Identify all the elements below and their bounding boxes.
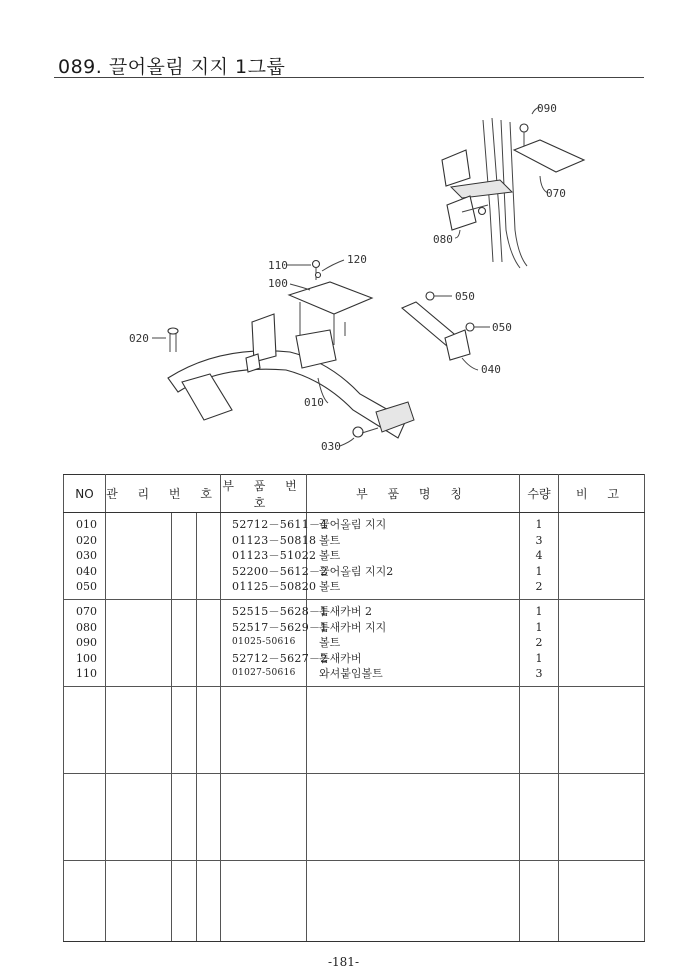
row-no: 070 bbox=[76, 605, 97, 618]
row-no: 110 bbox=[76, 667, 97, 680]
table-row-group bbox=[64, 513, 645, 600]
header-management-number: 관 리 번 호 bbox=[106, 475, 221, 513]
row-part-name: 볼트 bbox=[319, 636, 341, 649]
table-row-empty bbox=[64, 774, 645, 861]
title-divider bbox=[54, 77, 644, 78]
callout-080: 080 bbox=[433, 233, 453, 246]
header-part-name: 부 품 명 칭 bbox=[307, 475, 520, 513]
table-row-group bbox=[64, 600, 645, 687]
bolt-020-drawing bbox=[152, 328, 178, 352]
row-part-number: 52712－5611－4 bbox=[232, 518, 328, 531]
lift-support-2-drawing bbox=[402, 292, 490, 370]
table-row-empty bbox=[64, 687, 645, 774]
row-part-name: 볼트 bbox=[319, 580, 341, 593]
row-part-name: 틈새카버 2 bbox=[319, 605, 373, 618]
row-part-number: 01125－50820 bbox=[232, 580, 317, 593]
row-part-number: 52200－5612－2 bbox=[232, 564, 328, 578]
row-part-name: 끌어올림 지지 bbox=[319, 518, 387, 531]
bolt-030-drawing bbox=[340, 427, 378, 446]
row-part-number: 52517－5629－1 bbox=[232, 620, 328, 634]
callout-010: 010 bbox=[304, 396, 324, 409]
table-row-empty bbox=[64, 861, 645, 942]
row-quantity: 1 bbox=[535, 620, 543, 634]
callout-070: 070 bbox=[546, 187, 566, 200]
row-quantity: 1 bbox=[535, 518, 543, 531]
row-part-number: 52712－5627－2 bbox=[232, 651, 328, 665]
row-part-name: 볼트 bbox=[319, 549, 341, 562]
row-part-number: 01027-50616 bbox=[232, 668, 296, 678]
callout-030: 030 bbox=[321, 440, 341, 453]
row-quantity: 3 bbox=[535, 533, 543, 547]
page-title: 089. 끌어올림 지지 1그룹 bbox=[58, 56, 286, 78]
header-no: NO bbox=[64, 475, 106, 513]
callout-120: 120 bbox=[347, 253, 367, 266]
row-quantity: 4 bbox=[535, 549, 543, 562]
row-part-number: 01123－51022 bbox=[232, 549, 317, 562]
callout-110: 110 bbox=[268, 259, 288, 272]
header-remarks: 비 고 bbox=[559, 475, 645, 513]
header-quantity: 수량 bbox=[520, 475, 559, 513]
row-no: 100 bbox=[76, 651, 97, 665]
callout-050-upper: 050 bbox=[455, 290, 475, 303]
row-part-number: 01025-50616 bbox=[232, 637, 296, 647]
row-no: 090 bbox=[76, 636, 97, 649]
row-no: 010 bbox=[76, 518, 97, 531]
callout-020: 020 bbox=[129, 332, 149, 345]
row-part-number: 01123－50818 bbox=[232, 533, 317, 547]
row-quantity: 1 bbox=[535, 564, 543, 578]
header-part-number: 부 품 번 호 bbox=[221, 475, 307, 513]
row-part-name: 볼트 bbox=[319, 533, 341, 547]
row-no: 040 bbox=[76, 564, 97, 578]
callout-050-lower: 050 bbox=[492, 321, 512, 334]
callout-090: 090 bbox=[537, 102, 557, 115]
row-quantity: 3 bbox=[535, 667, 543, 680]
row-part-name: 끌어올림 지지2 bbox=[319, 564, 394, 578]
row-quantity: 2 bbox=[535, 580, 543, 593]
row-no: 050 bbox=[76, 580, 97, 593]
row-part-number: 52515－5628－1 bbox=[232, 605, 328, 618]
row-quantity: 1 bbox=[535, 605, 543, 618]
callout-100: 100 bbox=[268, 277, 288, 290]
table-header-row bbox=[64, 475, 645, 513]
row-part-name: 틈새카버 bbox=[319, 651, 362, 665]
row-no: 080 bbox=[76, 620, 97, 634]
callout-040: 040 bbox=[481, 363, 501, 376]
row-no: 020 bbox=[76, 533, 97, 547]
page-number: -181- bbox=[327, 955, 359, 969]
row-no: 030 bbox=[76, 549, 97, 562]
parts-diagram bbox=[0, 80, 687, 460]
lift-support-frame-drawing bbox=[168, 314, 414, 438]
row-part-name: 틈새카버 지지 bbox=[319, 620, 387, 634]
row-quantity: 1 bbox=[535, 651, 543, 665]
row-part-name: 와셔붙임볼트 bbox=[319, 667, 383, 680]
row-quantity: 2 bbox=[535, 636, 543, 649]
parts-list-table bbox=[63, 474, 645, 942]
